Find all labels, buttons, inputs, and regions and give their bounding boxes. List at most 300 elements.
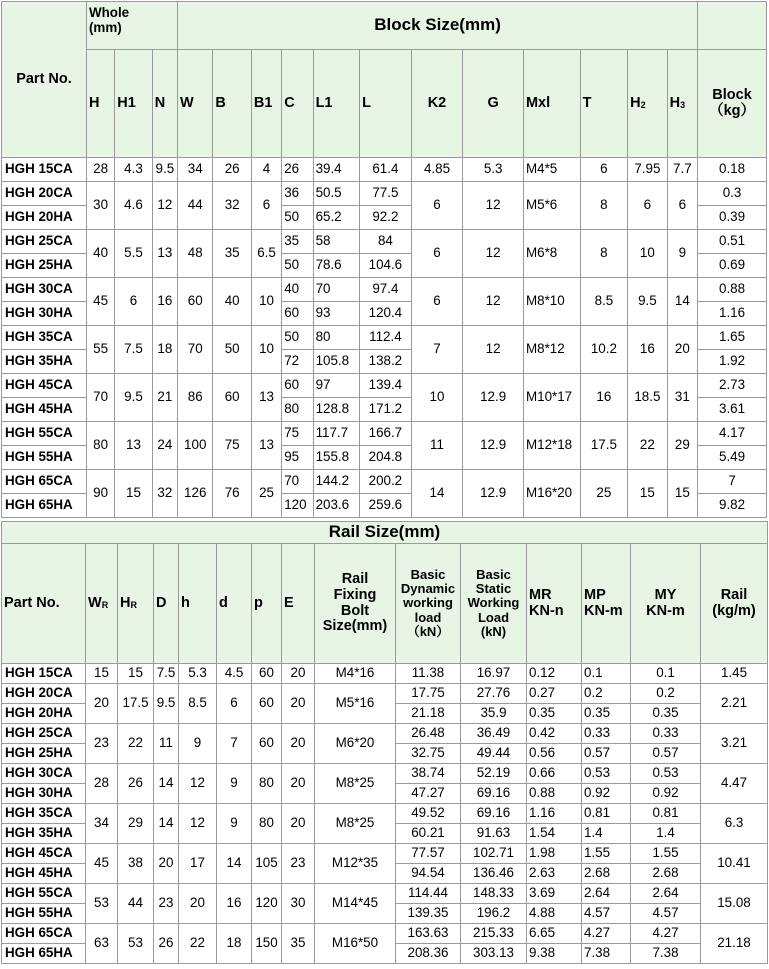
cell-h: 5.3 <box>179 664 217 684</box>
cell-l: 200.2 <box>360 470 412 494</box>
cell-l: 171.2 <box>360 398 412 422</box>
cell-block-kg: 0.18 <box>698 158 767 182</box>
cell-c: 60 <box>282 302 313 326</box>
part-number: HGH 20CA <box>2 182 87 206</box>
cell-my: 0.53 <box>631 764 701 784</box>
cell-l: 204.8 <box>360 446 412 470</box>
cell-h3: 6 <box>667 182 698 230</box>
cell-w: 100 <box>178 422 213 470</box>
table-row <box>2 804 768 824</box>
cell-l: 77.5 <box>360 182 412 206</box>
cell-dynamic-load: 139.35 <box>396 904 461 924</box>
cell-static-load: 35.9 <box>461 704 527 724</box>
cell-rail-kg: 4.47 <box>701 764 768 804</box>
cell-h3: 14 <box>667 278 698 326</box>
cell-c: 75 <box>282 422 313 446</box>
col-header-l1: L1 <box>313 50 360 158</box>
cell-b1: 6 <box>251 182 281 230</box>
cell-dynamic-load: 38.74 <box>396 764 461 784</box>
cell-b: 75 <box>213 422 251 470</box>
cell-dynamic-load: 21.18 <box>396 704 461 724</box>
cell-block-kg: 4.17 <box>698 422 767 446</box>
cell-e: 20 <box>282 804 315 844</box>
cell-hr: 17.5 <box>118 684 154 724</box>
part-number: HGH 55HA <box>2 446 87 470</box>
col-header-h1: H1 <box>115 50 152 158</box>
cell-block-kg: 0.88 <box>698 278 767 302</box>
cell-wr: 23 <box>86 724 118 764</box>
cell-b1: 10 <box>251 278 281 326</box>
cell-mr: 0.35 <box>527 704 582 724</box>
cell-l1: 80 <box>313 326 360 350</box>
cell-dynamic-load: 60.21 <box>396 824 461 844</box>
table-row <box>2 884 768 904</box>
part-number: HGH 65CA <box>2 924 86 944</box>
cell-t: 17.5 <box>580 422 628 470</box>
cell-mp: 1.4 <box>582 824 631 844</box>
part-number: HGH 65HA <box>2 944 86 964</box>
cell-mp: 0.2 <box>582 684 631 704</box>
col-header-b: B <box>213 50 251 158</box>
cell-h: 8.5 <box>179 684 217 724</box>
cell-hr: 44 <box>118 884 154 924</box>
cell-w: 60 <box>178 278 213 326</box>
col-header-h3-subscript: 3 <box>680 99 686 110</box>
cell-p: 60 <box>252 724 282 764</box>
cell-bolt: M8*25 <box>315 764 396 804</box>
cell-rail-kg: 10.41 <box>701 844 768 884</box>
cell-e: 23 <box>282 844 315 884</box>
cell-mp: 4.27 <box>582 924 631 944</box>
cell-b: 50 <box>213 326 251 374</box>
cell-my: 0.2 <box>631 684 701 704</box>
cell-h2: 7.95 <box>628 158 667 182</box>
cell-h: 12 <box>179 764 217 804</box>
cell-wr: 53 <box>86 884 118 924</box>
part-number: HGH 25HA <box>2 744 86 764</box>
col-header-h3-letter: H <box>669 94 681 111</box>
part-number: HGH 65HA <box>2 494 87 518</box>
col-header-h2 <box>628 50 667 158</box>
cell-k2: 14 <box>411 470 463 518</box>
table-row <box>2 844 768 864</box>
cell-h: 30 <box>86 182 114 230</box>
cell-t: 8.5 <box>580 278 628 326</box>
cell-rail-kg: 15.08 <box>701 884 768 924</box>
col-header-wr-letter: W <box>88 594 102 611</box>
rail-size-title: Rail Size(mm) <box>2 522 768 544</box>
cell-my: 0.33 <box>631 724 701 744</box>
cell-block-kg: 0.3 <box>698 182 767 206</box>
cell-my: 2.68 <box>631 864 701 884</box>
cell-static-load: 136.46 <box>461 864 527 884</box>
cell-k2: 6 <box>411 182 463 230</box>
cell-k2: 6 <box>411 230 463 278</box>
cell-d: 16 <box>217 884 252 924</box>
cell-mxl: M16*20 <box>523 470 580 518</box>
cell-l: 61.4 <box>360 158 412 182</box>
cell-hr: 15 <box>118 664 154 684</box>
cell-bolt: M12*35 <box>315 844 396 884</box>
cell-g: 12 <box>463 278 524 326</box>
cell-d: 9.5 <box>154 684 179 724</box>
part-number: HGH 25CA <box>2 230 87 254</box>
cell-k2: 6 <box>411 278 463 326</box>
col-header-hr <box>118 544 154 664</box>
cell-my: 0.81 <box>631 804 701 824</box>
cell-mr: 0.66 <box>527 764 582 784</box>
col-header-g: G <box>463 50 524 158</box>
col-header-hr-subscript: R <box>130 599 137 610</box>
cell-h: 80 <box>86 422 114 470</box>
cell-mr: 4.88 <box>527 904 582 924</box>
cell-d: 14 <box>154 804 179 844</box>
cell-mr: 9.38 <box>527 944 582 964</box>
cell-mp: 0.92 <box>582 784 631 804</box>
cell-d: 9 <box>217 764 252 804</box>
cell-b: 32 <box>213 182 251 230</box>
cell-mp: 0.53 <box>582 764 631 784</box>
part-number: HGH 45HA <box>2 864 86 884</box>
cell-c: 80 <box>282 398 313 422</box>
cell-e: 30 <box>282 884 315 924</box>
cell-t: 6 <box>580 158 628 182</box>
part-number: HGH 30CA <box>2 764 86 784</box>
cell-hr: 53 <box>118 924 154 964</box>
table-row <box>2 684 768 704</box>
cell-g: 12.9 <box>463 422 524 470</box>
cell-l: 138.2 <box>360 350 412 374</box>
cell-h3: 9 <box>667 230 698 278</box>
cell-h3: 15 <box>667 470 698 518</box>
col-header-stat: Basic Static Working Load (kN) <box>461 544 527 664</box>
col-header-kgm: Rail (kg/m) <box>701 544 768 664</box>
part-number: HGH 55CA <box>2 884 86 904</box>
cell-mxl: M12*18 <box>523 422 580 470</box>
cell-mr: 0.12 <box>527 664 582 684</box>
cell-n: 24 <box>152 422 177 470</box>
col-header-t: T <box>580 50 628 158</box>
col-header-l: L <box>360 50 412 158</box>
cell-w: 48 <box>178 230 213 278</box>
table-row <box>2 230 767 254</box>
cell-l: 259.6 <box>360 494 412 518</box>
cell-t: 25 <box>580 470 628 518</box>
cell-mxl: M10*17 <box>523 374 580 422</box>
col-header-hr-letter: H <box>120 594 131 611</box>
cell-wr: 45 <box>86 844 118 884</box>
cell-g: 12 <box>463 230 524 278</box>
cell-l: 120.4 <box>360 302 412 326</box>
cell-c: 95 <box>282 446 313 470</box>
part-number: HGH 55CA <box>2 422 87 446</box>
cell-l1: 128.8 <box>313 398 360 422</box>
cell-p: 150 <box>252 924 282 964</box>
cell-d: 26 <box>154 924 179 964</box>
cell-static-load: 102.71 <box>461 844 527 864</box>
col-header-k2: K2 <box>411 50 463 158</box>
table-row <box>2 724 768 744</box>
cell-dynamic-load: 208.36 <box>396 944 461 964</box>
col-header-c: C <box>282 50 313 158</box>
cell-mr: 0.56 <box>527 744 582 764</box>
cell-mr: 2.63 <box>527 864 582 884</box>
cell-mxl: M4*5 <box>523 158 580 182</box>
cell-dynamic-load: 163.63 <box>396 924 461 944</box>
whole-header: Whole (mm) <box>86 2 177 50</box>
part-number: HGH 15CA <box>2 664 86 684</box>
part-number: HGH 30CA <box>2 278 87 302</box>
col-header-mxl: Mxl <box>523 50 580 158</box>
cell-k2: 10 <box>411 374 463 422</box>
cell-c: 50 <box>282 206 313 230</box>
cell-mr: 6.65 <box>527 924 582 944</box>
cell-static-load: 69.16 <box>461 804 527 824</box>
part-number: HGH 45CA <box>2 374 87 398</box>
cell-l1: 203.6 <box>313 494 360 518</box>
cell-dynamic-load: 94.54 <box>396 864 461 884</box>
cell-l: 139.4 <box>360 374 412 398</box>
block-size-table <box>1 1 767 518</box>
col-header-mr: MR KN-n <box>527 544 582 664</box>
cell-w: 86 <box>178 374 213 422</box>
cell-h: 20 <box>179 884 217 924</box>
col-header-e: E <box>282 544 315 664</box>
cell-p: 60 <box>252 684 282 724</box>
cell-my: 4.27 <box>631 924 701 944</box>
cell-static-load: 148.33 <box>461 884 527 904</box>
col-header-h2-subscript: 2 <box>640 99 646 110</box>
cell-rail-kg: 21.18 <box>701 924 768 964</box>
cell-rail-kg: 1.45 <box>701 664 768 684</box>
cell-static-load: 16.97 <box>461 664 527 684</box>
part-no-header: Part No. <box>2 2 87 158</box>
cell-mr: 0.27 <box>527 684 582 704</box>
cell-l: 84 <box>360 230 412 254</box>
cell-block-kg: 7 <box>698 470 767 494</box>
cell-d: 18 <box>217 924 252 964</box>
cell-dynamic-load: 49.52 <box>396 804 461 824</box>
cell-p: 105 <box>252 844 282 884</box>
cell-h2: 16 <box>628 326 667 374</box>
cell-h: 9 <box>179 724 217 764</box>
cell-n: 21 <box>152 374 177 422</box>
cell-h1: 7.5 <box>115 326 152 374</box>
part-number: HGH 15CA <box>2 158 87 182</box>
table-row <box>2 470 767 494</box>
cell-bolt: M5*16 <box>315 684 396 724</box>
cell-h2: 15 <box>628 470 667 518</box>
cell-n: 12 <box>152 182 177 230</box>
cell-l: 97.4 <box>360 278 412 302</box>
cell-mxl: M8*12 <box>523 326 580 374</box>
cell-block-kg: 0.39 <box>698 206 767 230</box>
cell-mp: 7.38 <box>582 944 631 964</box>
cell-static-load: 303.13 <box>461 944 527 964</box>
cell-h1: 4.6 <box>115 182 152 230</box>
cell-h2: 6 <box>628 182 667 230</box>
cell-rail-kg: 3.21 <box>701 724 768 764</box>
cell-static-load: 196.2 <box>461 904 527 924</box>
cell-c: 60 <box>282 374 313 398</box>
cell-dynamic-load: 114.44 <box>396 884 461 904</box>
block-blank-header <box>698 2 767 50</box>
cell-l1: 78.6 <box>313 254 360 278</box>
cell-b1: 13 <box>251 374 281 422</box>
cell-n: 18 <box>152 326 177 374</box>
cell-g: 12 <box>463 326 524 374</box>
cell-w: 34 <box>178 158 213 182</box>
cell-c: 120 <box>282 494 313 518</box>
cell-l: 112.4 <box>360 326 412 350</box>
cell-mp: 0.33 <box>582 724 631 744</box>
cell-t: 8 <box>580 230 628 278</box>
cell-h: 28 <box>86 158 114 182</box>
col-header-d: D <box>154 544 179 664</box>
cell-mr: 1.54 <box>527 824 582 844</box>
cell-static-load: 215.33 <box>461 924 527 944</box>
cell-k2: 11 <box>411 422 463 470</box>
cell-wr: 34 <box>86 804 118 844</box>
cell-h1: 5.5 <box>115 230 152 278</box>
cell-h2: 10 <box>628 230 667 278</box>
cell-w: 70 <box>178 326 213 374</box>
cell-rail-kg: 2.21 <box>701 684 768 724</box>
cell-bolt: M8*25 <box>315 804 396 844</box>
cell-d: 6 <box>217 684 252 724</box>
cell-e: 20 <box>282 764 315 804</box>
col-header-h: H <box>86 50 114 158</box>
cell-h: 70 <box>86 374 114 422</box>
cell-k2: 7 <box>411 326 463 374</box>
cell-d: 20 <box>154 844 179 884</box>
cell-static-load: 52.19 <box>461 764 527 784</box>
part-number: HGH 35CA <box>2 804 86 824</box>
cell-mp: 1.55 <box>582 844 631 864</box>
cell-d: 9 <box>217 804 252 844</box>
cell-my: 0.1 <box>631 664 701 684</box>
cell-d: 7 <box>217 724 252 764</box>
cell-c: 35 <box>282 230 313 254</box>
cell-n: 32 <box>152 470 177 518</box>
cell-static-load: 69.16 <box>461 784 527 804</box>
cell-w: 126 <box>178 470 213 518</box>
cell-h1: 6 <box>115 278 152 326</box>
cell-p: 80 <box>252 764 282 804</box>
cell-l: 92.2 <box>360 206 412 230</box>
col-header-h3 <box>667 50 698 158</box>
cell-mp: 0.57 <box>582 744 631 764</box>
cell-b: 60 <box>213 374 251 422</box>
cell-block-kg: 9.82 <box>698 494 767 518</box>
cell-d: 23 <box>154 884 179 924</box>
col-header-block-kg: Block （kg） <box>698 50 767 158</box>
part-number: HGH 20CA <box>2 684 86 704</box>
cell-bolt: M6*20 <box>315 724 396 764</box>
cell-mr: 1.98 <box>527 844 582 864</box>
cell-t: 16 <box>580 374 628 422</box>
part-number: HGH 30HA <box>2 302 87 326</box>
table-row <box>2 924 768 944</box>
table-row <box>2 158 767 182</box>
col-header-n: N <box>152 50 177 158</box>
cell-bolt: M16*50 <box>315 924 396 964</box>
cell-static-load: 49.44 <box>461 744 527 764</box>
cell-block-kg: 0.69 <box>698 254 767 278</box>
cell-h3: 20 <box>667 326 698 374</box>
cell-mxl: M8*10 <box>523 278 580 326</box>
cell-k2: 4.85 <box>411 158 463 182</box>
cell-d: 14 <box>217 844 252 884</box>
cell-mp: 4.57 <box>582 904 631 924</box>
block-size-title: Block Size(mm) <box>178 2 698 50</box>
col-header-dyn: Basic Dynamic working load （kN） <box>396 544 461 664</box>
cell-block-kg: 2.73 <box>698 374 767 398</box>
cell-static-load: 27.76 <box>461 684 527 704</box>
cell-h3: 29 <box>667 422 698 470</box>
cell-c: 50 <box>282 326 313 350</box>
cell-t: 8 <box>580 182 628 230</box>
cell-l1: 117.7 <box>313 422 360 446</box>
cell-dynamic-load: 47.27 <box>396 784 461 804</box>
cell-h3: 7.7 <box>667 158 698 182</box>
cell-l: 166.7 <box>360 422 412 446</box>
cell-d: 14 <box>154 764 179 804</box>
part-number: HGH 20HA <box>2 704 86 724</box>
col-header-bolt: Rail Fixing Bolt Size(mm) <box>315 544 396 664</box>
cell-block-kg: 0.51 <box>698 230 767 254</box>
part-number: HGH 35HA <box>2 350 87 374</box>
cell-h1: 13 <box>115 422 152 470</box>
part-number: HGH 45HA <box>2 398 87 422</box>
col-header-wr-subscript: R <box>101 599 109 610</box>
cell-g: 12 <box>463 182 524 230</box>
cell-wr: 28 <box>86 764 118 804</box>
cell-d: 11 <box>154 724 179 764</box>
cell-e: 20 <box>282 724 315 764</box>
cell-b1: 4 <box>251 158 281 182</box>
cell-h: 45 <box>86 278 114 326</box>
cell-g: 12.9 <box>463 470 524 518</box>
part-number: HGH 25HA <box>2 254 87 278</box>
cell-d: 4.5 <box>217 664 252 684</box>
cell-b: 40 <box>213 278 251 326</box>
cell-t: 10.2 <box>580 326 628 374</box>
table-row <box>2 326 767 350</box>
cell-mp: 0.1 <box>582 664 631 684</box>
cell-c: 50 <box>282 254 313 278</box>
cell-c: 70 <box>282 470 313 494</box>
cell-hr: 22 <box>118 724 154 764</box>
cell-mp: 2.68 <box>582 864 631 884</box>
cell-mr: 3.69 <box>527 884 582 904</box>
cell-hr: 29 <box>118 804 154 844</box>
cell-my: 1.4 <box>631 824 701 844</box>
col-header-h2-letter: H <box>630 94 641 111</box>
table-row <box>2 664 768 684</box>
part-number: HGH 30HA <box>2 784 86 804</box>
cell-dynamic-load: 17.75 <box>396 684 461 704</box>
cell-mp: 0.35 <box>582 704 631 724</box>
cell-block-kg: 3.61 <box>698 398 767 422</box>
cell-e: 20 <box>282 664 315 684</box>
cell-mp: 2.64 <box>582 884 631 904</box>
table-row <box>2 374 767 398</box>
cell-h1: 15 <box>115 470 152 518</box>
cell-block-kg: 1.92 <box>698 350 767 374</box>
cell-w: 44 <box>178 182 213 230</box>
cell-wr: 15 <box>86 664 118 684</box>
